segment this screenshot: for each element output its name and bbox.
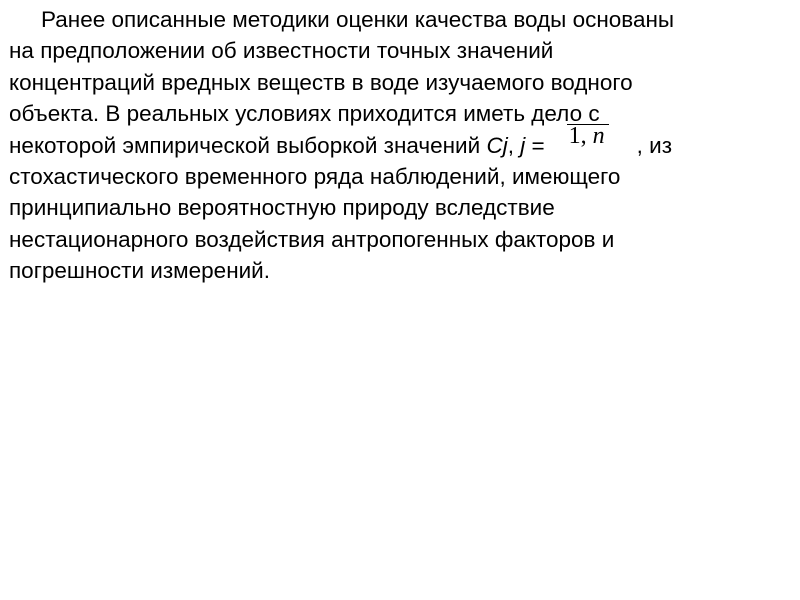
paragraph-line-9: погрешности измерений. [9,258,271,284]
variable-c-j: Cj [486,132,508,158]
paragraph-line-1: Ранее описанные методики оценки качества воды основаны [41,7,675,32]
paragraph-line-2: на предположении об известности точных значений [9,38,554,64]
line-5-text-before: некоторой эмпирической выборкой значений [9,132,487,158]
comma-separator: , [507,132,521,158]
line-5-text-after: , из [636,132,673,158]
paragraph-line-7: принципиально вероятностную природу вследствие [9,195,555,221]
formula-separator: , [580,122,593,149]
paragraph-line-6: стохастического временного ряда наблюдений, имеющего [9,163,621,189]
paragraph-line-5 [9,122,794,161]
formula-one-to-n [569,124,605,148]
equals-sign: = [525,132,545,158]
paragraph-line-8: нестационарного воздействия антропогенных факторов и [9,226,615,252]
paragraph-line-3: концентраций вредных веществ в воде изучаемого водного [9,69,633,95]
formula-overline [567,124,609,125]
slide-paragraph [9,4,794,287]
formula-one: 1 [568,122,581,149]
variable-j: j [520,132,526,158]
formula-n: n [592,122,605,149]
paragraph-line-4: объекта. В реальных условиях приходится иметь дело с [9,101,600,127]
index-range-formula [545,122,637,161]
